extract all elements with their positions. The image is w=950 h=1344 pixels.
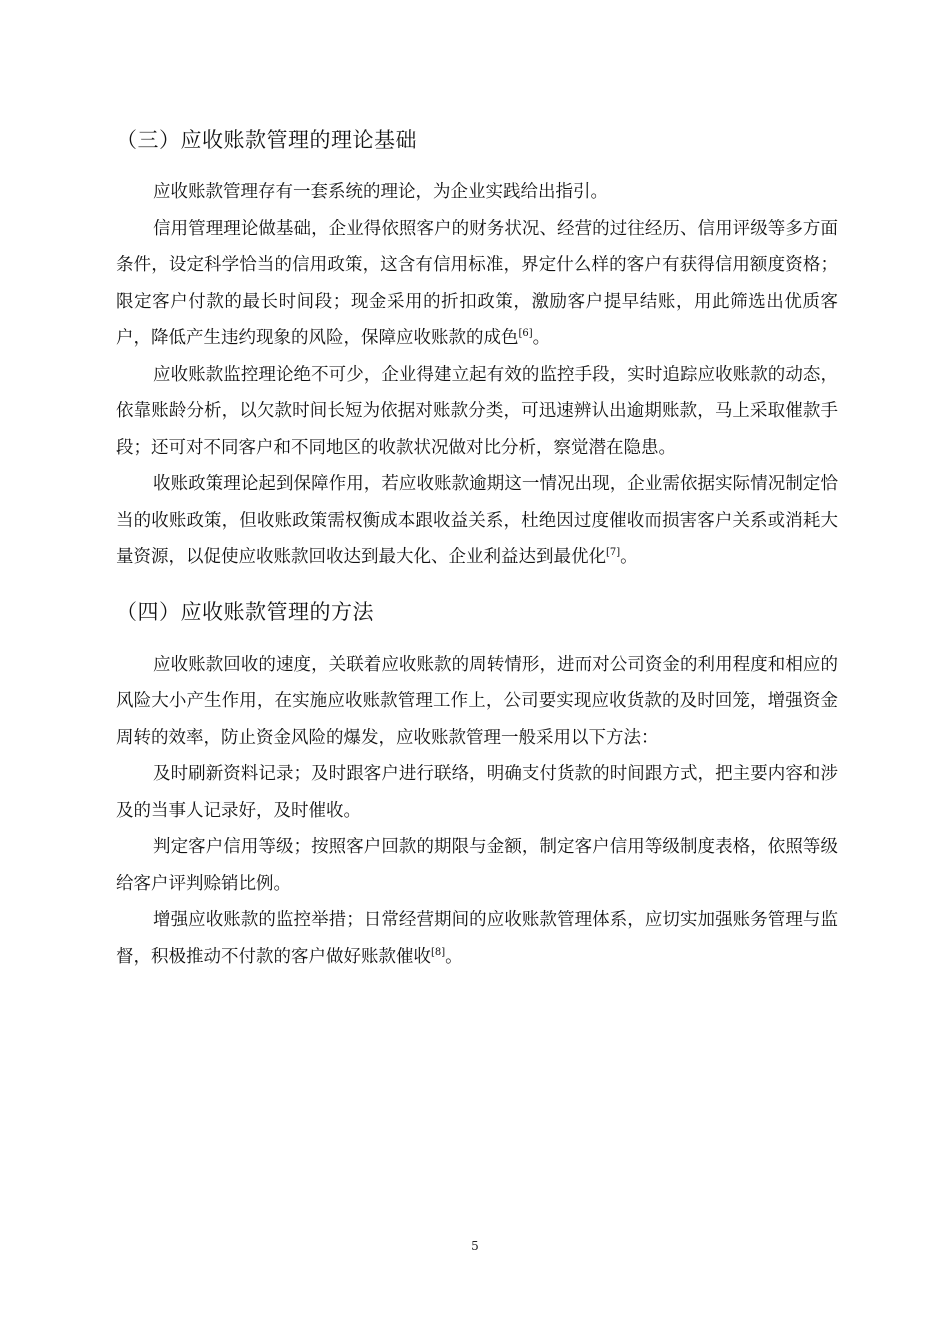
page-number: 5 — [471, 1239, 479, 1253]
paragraph-text: 收账政策理论起到保障作用，若应收账款逾期这一情况出现，企业需依据实际情况制定恰当的收账政策，但收账政策需权衡成本跟收益关系，杜绝因过度催收而损害客户关系或消耗大量资源，以促使应收账款回收达到最大化、企业利益达到最优化 — [116, 474, 838, 567]
paragraph — [116, 466, 838, 576]
paragraph — [116, 829, 838, 902]
paragraph-text: 应收账款回收的速度，关联着应收账款的周转情形，进而对公司资金的利用程度和相应的风险大小产生作用，在实施应收账款管理工作上，公司要实现应收货款的及时回笼，增强资金周转的效率，防止资金风险的爆发，应收账款管理一般采用以下方法： — [116, 654, 838, 748]
paragraph-tail: 。 — [445, 946, 463, 967]
citation-marker: [7] — [606, 547, 621, 559]
paragraph-text: 判定客户信用等级；按照客户回款的期限与金额，制定客户信用等级制度表格，依照等级给客户评判赊销比例。 — [116, 837, 838, 894]
paragraph-text: 增强应收账款的监控举措；日常经营期间的应收账款管理体系，应切实加强账务管理与监督，积极推动不付款的客户做好账款催收 — [116, 910, 838, 967]
section-heading-methods: （四）应收账款管理的方法 — [116, 599, 374, 624]
page-content — [116, 118, 838, 975]
paragraph-text: 及时刷新资料记录；及时跟客户进行联络，明确支付货款的时间跟方式，把主要内容和涉及的当事人记录好，及时催收。 — [116, 764, 838, 821]
paragraph-tail: 。 — [620, 547, 638, 567]
paragraph-text: 应收账款监控理论绝不可少，企业得建立起有效的监控手段，实时追踪应收账款的动态，依靠账龄分析，以欠款时间长短为依据对账款分类，可迅速辨认出逾期账款，马上采取催款手段；还可对不同客户和不同地区的收款状况做对比分析，察觉潜在隐患。 — [116, 364, 838, 458]
paragraph-text: 应收账款管理存有一套系统的理论，为企业实践给出指引。 — [153, 182, 608, 202]
citation-marker: [6] — [518, 328, 533, 340]
paragraph — [116, 902, 838, 975]
paragraph — [116, 174, 838, 211]
section-heading-theory: （三）应收账款管理的理论基础 — [116, 128, 417, 152]
paragraph — [116, 357, 838, 467]
citation-marker: [8] — [431, 946, 446, 958]
paragraph-text: 信用管理理论做基础，企业得依照客户的财务状况、经营的过往经历、信用评级等多方面条件，设定科学恰当的信用政策，这含有信用标准，界定什么样的客户有获得信用额度资格；限定客户付款的最长时间段；现金采用的折扣政策，激励客户提早结账，用此筛选出优质客户，降低产生违约现象的风险，保障应收账款的成色 — [116, 218, 838, 348]
paragraph — [116, 211, 838, 357]
paragraph-tail: 。 — [532, 328, 551, 348]
paragraph — [116, 756, 838, 829]
paragraph — [116, 647, 838, 757]
